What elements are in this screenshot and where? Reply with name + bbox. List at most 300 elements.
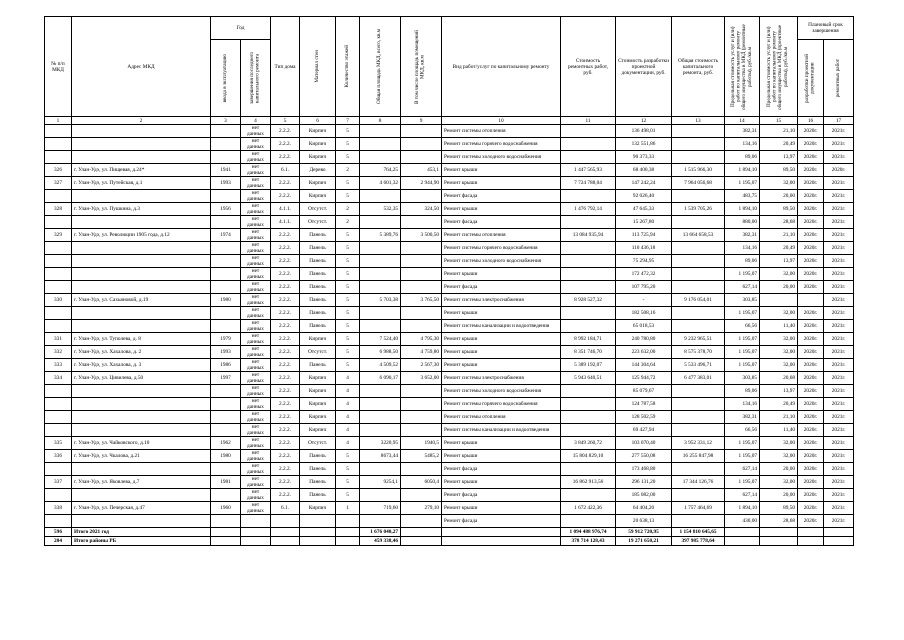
- table-cell: 21,10: [760, 125, 798, 138]
- table-cell: 327: [45, 177, 72, 190]
- table-cell: 2021г.: [824, 489, 854, 502]
- table-cell: 2020г.: [798, 372, 824, 385]
- table-cell: 2.2.2.: [271, 320, 300, 333]
- table-cell: Кирпич: [300, 372, 336, 385]
- table-cell: [360, 385, 401, 398]
- table-cell: 329: [45, 229, 72, 242]
- table-cell: [561, 424, 616, 437]
- table-cell: 2021г.: [824, 151, 854, 164]
- table-cell: Ремонт крыши: [442, 203, 561, 216]
- table-cell: [336, 528, 360, 537]
- table-cell: Итого районы РБ: [72, 537, 211, 546]
- table-cell: Панель: [300, 281, 336, 294]
- table-cell: 20,00: [760, 489, 798, 502]
- table-cell: 335: [45, 437, 72, 450]
- table-row: [45, 177, 854, 190]
- table-cell: 20,00: [760, 463, 798, 476]
- table-cell: 277 550,08: [616, 450, 672, 463]
- table-cell: 4: [336, 385, 360, 398]
- table-row: [45, 125, 854, 138]
- table-row: [45, 450, 854, 463]
- table-row: [45, 294, 854, 307]
- table-cell: 5: [336, 138, 360, 151]
- table-cell: [561, 320, 616, 333]
- table-cell: 125 944,72: [616, 372, 672, 385]
- table-cell: [672, 190, 725, 203]
- table-cell: 2.2.2.: [271, 268, 300, 281]
- table-cell: 2020г.: [798, 411, 824, 424]
- table-cell: [271, 537, 300, 546]
- table-cell: [45, 216, 72, 229]
- table-cell: [45, 307, 72, 320]
- table-cell: Ремонт системы холодного водоснабжения: [442, 151, 561, 164]
- table-cell: [401, 320, 442, 333]
- table-cell: 382,31: [725, 229, 760, 242]
- table-cell: [672, 320, 725, 333]
- table-cell: 69 427,94: [616, 424, 672, 437]
- table-cell: 303,85: [725, 372, 760, 385]
- table-cell: 7 724 788,04: [561, 177, 616, 190]
- table-cell: 3 765,50: [401, 294, 442, 307]
- table-cell: 1 676 040,27: [360, 528, 401, 537]
- table-cell: Панель: [300, 307, 336, 320]
- table-cell: 1986: [211, 359, 241, 372]
- table-cell: 2.2.2.: [271, 229, 300, 242]
- table-cell: [72, 307, 211, 320]
- table-cell: 32,00: [760, 177, 798, 190]
- table-cell: [824, 537, 854, 546]
- table-row: [45, 307, 854, 320]
- column-number: 15: [760, 117, 798, 125]
- table-cell: 66,56: [725, 424, 760, 437]
- table-cell: 1 476 792,14: [561, 203, 616, 216]
- table-cell: [401, 528, 442, 537]
- table-cell: 2: [336, 203, 360, 216]
- table-cell: 6 988,50: [360, 346, 401, 359]
- table-cell: Ремонт системы канализации и водоотведения: [442, 424, 561, 437]
- table-cell: 4.1.1.: [271, 216, 300, 229]
- table-cell: 5: [336, 476, 360, 489]
- table-cell: [561, 125, 616, 138]
- table-cell: [45, 190, 72, 203]
- table-cell: Кирпич: [300, 333, 336, 346]
- table-cell: 1 195,07: [725, 177, 760, 190]
- table-cell: 32,00: [760, 333, 798, 346]
- table-cell: 110 436,18: [616, 242, 672, 255]
- table-cell: 2020г.: [798, 190, 824, 203]
- table-cell: 2.2.2.: [271, 398, 300, 411]
- header-total-cost: Общая стоимость капитального ремонта, руб.: [672, 17, 725, 117]
- table-row: [45, 333, 854, 346]
- table-cell: 90 373,33: [616, 151, 672, 164]
- table-cell: г. Улан-Удэ, ул. Яковлева, д.7: [72, 476, 211, 489]
- table-cell: [211, 268, 241, 281]
- table-cell: 430,00: [725, 515, 760, 528]
- table-cell: 8673,44: [360, 450, 401, 463]
- table-cell: 8 992 184,71: [561, 333, 616, 346]
- table-cell: 5 389 192,07: [561, 359, 616, 372]
- table-cell: 2.2.2.: [271, 190, 300, 203]
- table-cell: 279,10: [401, 502, 442, 515]
- table-cell: 1941: [211, 164, 241, 177]
- table-cell: Кирпич: [300, 151, 336, 164]
- table-cell: 2.2.2.: [271, 359, 300, 372]
- table-cell: 147 242,24: [616, 177, 672, 190]
- table-cell: 5: [336, 242, 360, 255]
- table-cell: 5: [336, 359, 360, 372]
- table-cell: [211, 242, 241, 255]
- total-row: [45, 537, 854, 546]
- table-cell: [211, 151, 241, 164]
- column-number: 14: [725, 117, 760, 125]
- table-cell: 6 477 383,01: [672, 372, 725, 385]
- table-cell: Отсутст.: [300, 216, 336, 229]
- table-cell: нет данных: [241, 398, 271, 411]
- table-cell: нет данных: [241, 502, 271, 515]
- table-cell: 1974: [211, 229, 241, 242]
- table-cell: 378 714 128,43: [561, 537, 616, 546]
- header-design-cost: Стоимость разработки проектной документации, руб.: [616, 17, 672, 117]
- table-cell: Кирпич: [300, 177, 336, 190]
- capital-repair-table-wrap: [44, 16, 853, 546]
- table-cell: 5: [336, 229, 360, 242]
- table-cell: 627,14: [725, 463, 760, 476]
- table-cell: [561, 398, 616, 411]
- table-cell: 128 502,59: [616, 411, 672, 424]
- header-total-area: Общая площадь МКД, всего, кв.м: [360, 17, 401, 117]
- table-cell: нет данных: [241, 359, 271, 372]
- table-cell: [672, 138, 725, 151]
- table-cell: нет данных: [241, 242, 271, 255]
- table-cell: 240 780,80: [616, 333, 672, 346]
- table-cell: 136 498,01: [616, 125, 672, 138]
- table-cell: 2020г.: [798, 476, 824, 489]
- table-cell: [360, 125, 401, 138]
- table-cell: нет данных: [241, 333, 271, 346]
- table-cell: [401, 268, 442, 281]
- column-number: 16: [798, 117, 824, 125]
- table-cell: [672, 242, 725, 255]
- table-cell: [672, 281, 725, 294]
- table-cell: 1 539 705,26: [672, 203, 725, 216]
- table-cell: [72, 463, 211, 476]
- table-cell: 3 952 331,12: [672, 437, 725, 450]
- table-cell: Ремонт фасада: [442, 515, 561, 528]
- table-cell: [672, 125, 725, 138]
- table-cell: нет данных: [241, 164, 271, 177]
- table-cell: 2020г.: [798, 450, 824, 463]
- table-cell: 2021г.: [824, 346, 854, 359]
- table-cell: [360, 151, 401, 164]
- table-cell: Панель: [300, 463, 336, 476]
- table-cell: Кирпич: [300, 411, 336, 424]
- table-cell: 2.2.2.: [271, 125, 300, 138]
- table-cell: нет данных: [241, 151, 271, 164]
- table-cell: 1 894,10: [725, 502, 760, 515]
- table-cell: [672, 307, 725, 320]
- table-cell: 2.2.2.: [271, 333, 300, 346]
- table-cell: 2.2.2.: [271, 450, 300, 463]
- table-cell: Кирпич: [300, 138, 336, 151]
- table-cell: [561, 255, 616, 268]
- table-cell: 1 195,07: [725, 268, 760, 281]
- table-cell: 2021г.: [824, 307, 854, 320]
- table-cell: Ремонт фасада: [442, 190, 561, 203]
- table-cell: 2020г.: [798, 424, 824, 437]
- table-cell: [241, 528, 271, 537]
- table-cell: [561, 190, 616, 203]
- header-index: № п/п МКД: [45, 17, 72, 117]
- table-cell: 28,68: [760, 515, 798, 528]
- table-cell: 32,00: [760, 307, 798, 320]
- header-year-group: Год: [211, 17, 271, 40]
- header-last-repair-year: завершения последнего капитального ремонта: [241, 40, 271, 117]
- table-cell: [401, 515, 442, 528]
- table-cell: 1981: [211, 476, 241, 489]
- header-work-type: Вид работ/услуг по капитальному ремонту: [442, 17, 561, 117]
- table-cell: Ремонт крыши: [442, 307, 561, 320]
- table-cell: [401, 216, 442, 229]
- table-cell: [360, 398, 401, 411]
- table-cell: [561, 138, 616, 151]
- total-row: [45, 528, 854, 537]
- table-cell: 2021г.: [824, 463, 854, 476]
- table-cell: 336: [45, 450, 72, 463]
- table-cell: 9254,1: [360, 476, 401, 489]
- table-cell: 2020г.: [798, 138, 824, 151]
- header-repair-cost: Стоимость ремонтных работ, руб.: [561, 17, 616, 117]
- table-row: [45, 385, 854, 398]
- table-cell: Кирпич: [300, 190, 336, 203]
- table-cell: 2020г.: [798, 398, 824, 411]
- table-cell: [211, 489, 241, 502]
- table-cell: 596: [45, 528, 72, 537]
- table-cell: г. Улан-Удэ, ул. Революции 1905 года, д.12: [72, 229, 211, 242]
- table-cell: [672, 515, 725, 528]
- table-cell: 334: [45, 372, 72, 385]
- table-cell: г. Улан-Удэ, ул. Путейская, д.1: [72, 177, 211, 190]
- table-cell: 65 018,53: [616, 320, 672, 333]
- table-cell: [672, 411, 725, 424]
- table-cell: нет данных: [241, 216, 271, 229]
- table-cell: 382,31: [725, 125, 760, 138]
- table-cell: 124 787,58: [616, 398, 672, 411]
- table-row: [45, 489, 854, 502]
- table-cell: 719,60: [360, 502, 401, 515]
- table-cell: г. Улан-Удэ, ул. Пищевая, д.24*: [72, 164, 211, 177]
- table-cell: 2.2.2.: [271, 242, 300, 255]
- table-cell: 3220,95: [360, 437, 401, 450]
- table-cell: 2.2.2.: [271, 489, 300, 502]
- table-cell: 92 026,40: [616, 190, 672, 203]
- table-cell: [211, 528, 241, 537]
- table-cell: Ремонт системы холодного водоснабжения: [442, 255, 561, 268]
- table-cell: 2020г.: [798, 385, 824, 398]
- table-cell: 5 389,76: [360, 229, 401, 242]
- table-cell: Ремонт крыши: [442, 177, 561, 190]
- table-cell: 5: [336, 489, 360, 502]
- table-cell: 4: [336, 411, 360, 424]
- table-cell: 2021г.: [824, 450, 854, 463]
- table-cell: Кирпич: [300, 502, 336, 515]
- table-cell: 134,16: [725, 398, 760, 411]
- table-cell: 13,97: [760, 385, 798, 398]
- table-cell: 8 575 378,70: [672, 346, 725, 359]
- table-cell: 4: [336, 424, 360, 437]
- table-cell: Итого 2021 год: [72, 528, 211, 537]
- table-cell: 2020г.: [798, 151, 824, 164]
- table-cell: 2.2.2.: [271, 177, 300, 190]
- table-cell: 2021г.: [824, 424, 854, 437]
- table-cell: 2.2.2.: [271, 151, 300, 164]
- table-cell: 5: [336, 346, 360, 359]
- table-cell: 1 195,07: [725, 333, 760, 346]
- table-cell: 1 894,10: [725, 203, 760, 216]
- table-cell: [45, 255, 72, 268]
- table-cell: [561, 151, 616, 164]
- table-cell: [401, 489, 442, 502]
- table-cell: [211, 125, 241, 138]
- table-cell: [211, 463, 241, 476]
- table-cell: 2021г.: [824, 359, 854, 372]
- table-cell: Отсутст.: [300, 346, 336, 359]
- table-cell: 1980: [211, 294, 241, 307]
- table-cell: нет данных: [241, 177, 271, 190]
- table-cell: 2.2.2.: [271, 476, 300, 489]
- table-cell: Ремонт крыши: [442, 333, 561, 346]
- column-number: 12: [616, 117, 672, 125]
- table-cell: Панель: [300, 229, 336, 242]
- table-cell: г. Улан-Удэ, ул. Сахьяновой, д.19: [72, 294, 211, 307]
- table-cell: 764,25: [360, 164, 401, 177]
- table-cell: 2.2.2.: [271, 281, 300, 294]
- table-cell: нет данных: [241, 424, 271, 437]
- table-cell: Отсутст.: [300, 203, 336, 216]
- table-cell: [561, 281, 616, 294]
- table-cell: нет данных: [241, 463, 271, 476]
- table-cell: Ремонт фасада: [442, 489, 561, 502]
- table-cell: 2.2.2.: [271, 294, 300, 307]
- table-cell: 19 271 650,21: [616, 537, 672, 546]
- table-cell: 2020г.: [798, 359, 824, 372]
- table-cell: 6.1.: [271, 164, 300, 177]
- table-cell: [760, 528, 798, 537]
- column-number: 4: [241, 117, 271, 125]
- table-cell: [300, 537, 336, 546]
- table-cell: 2020г.: [798, 242, 824, 255]
- column-number: 2: [72, 117, 211, 125]
- table-cell: Ремонт системы отопления: [442, 229, 561, 242]
- table-cell: 113 725,94: [616, 229, 672, 242]
- table-row: [45, 190, 854, 203]
- table-cell: [401, 151, 442, 164]
- table-row: [45, 359, 854, 372]
- table-cell: 2021г.: [824, 281, 854, 294]
- table-cell: 331: [45, 333, 72, 346]
- column-number: 8: [360, 117, 401, 125]
- table-cell: [45, 424, 72, 437]
- table-cell: 382,31: [725, 411, 760, 424]
- table-cell: 172 472,32: [616, 268, 672, 281]
- table-cell: Панель: [300, 294, 336, 307]
- table-cell: 324,50: [401, 203, 442, 216]
- table-row: [45, 372, 854, 385]
- table-cell: 2: [336, 216, 360, 229]
- table-cell: 2020г.: [798, 437, 824, 450]
- table-cell: нет данных: [241, 346, 271, 359]
- table-cell: 1979: [211, 333, 241, 346]
- table-cell: 89,50: [760, 203, 798, 216]
- table-cell: [360, 307, 401, 320]
- table-cell: 532,35: [360, 203, 401, 216]
- table-cell: нет данных: [241, 281, 271, 294]
- table-cell: 16 862 913,56: [561, 476, 616, 489]
- table-cell: 89,50: [760, 502, 798, 515]
- table-cell: 4.1.1.: [271, 203, 300, 216]
- table-cell: 20,00: [760, 190, 798, 203]
- table-cell: 223 632,00: [616, 346, 672, 359]
- table-cell: [45, 463, 72, 476]
- table-cell: 1 154 810 645,65: [672, 528, 725, 537]
- table-cell: [45, 320, 72, 333]
- table-cell: [271, 528, 300, 537]
- table-cell: 337: [45, 476, 72, 489]
- table-cell: [798, 537, 824, 546]
- table-cell: 2020г.: [798, 229, 824, 242]
- table-cell: 89,50: [760, 164, 798, 177]
- table-cell: 4 601,32: [360, 177, 401, 190]
- table-cell: 2021г.: [824, 398, 854, 411]
- table-cell: Ремонт крыши: [442, 437, 561, 450]
- table-cell: 1 195,07: [725, 450, 760, 463]
- table-row: [45, 411, 854, 424]
- table-cell: 11,40: [760, 320, 798, 333]
- table-cell: [45, 398, 72, 411]
- table-cell: 173 468,80: [616, 463, 672, 476]
- table-cell: Ремонт системы холодного водоснабжения: [442, 385, 561, 398]
- table-cell: [211, 281, 241, 294]
- table-row: [45, 502, 854, 515]
- table-cell: 2.2.2.: [271, 138, 300, 151]
- table-cell: нет данных: [241, 476, 271, 489]
- table-row: [45, 255, 854, 268]
- table-cell: Панель: [300, 255, 336, 268]
- table-cell: [211, 138, 241, 151]
- table-cell: 4 759,80: [401, 346, 442, 359]
- table-row: [45, 320, 854, 333]
- table-cell: 2021г.: [824, 190, 854, 203]
- table-cell: [45, 138, 72, 151]
- table-cell: 59 912 720,95: [616, 528, 672, 537]
- table-cell: г. Улан-Удэ, ул. Цивилева, д.50: [72, 372, 211, 385]
- table-cell: 1 672 422,36: [561, 502, 616, 515]
- column-numbers-row: [45, 117, 854, 125]
- table-cell: 2020г.: [798, 515, 824, 528]
- table-cell: 332: [45, 346, 72, 359]
- table-cell: [211, 190, 241, 203]
- table-cell: [401, 385, 442, 398]
- table-cell: нет данных: [241, 372, 271, 385]
- table-cell: [401, 281, 442, 294]
- table-cell: 453,1: [401, 164, 442, 177]
- table-cell: 1 195,07: [725, 359, 760, 372]
- table-row: [45, 515, 854, 528]
- table-cell: нет данных: [241, 125, 271, 138]
- table-cell: [211, 216, 241, 229]
- table-cell: Ремонт крыши: [442, 502, 561, 515]
- table-cell: 2020г.: [824, 164, 854, 177]
- table-cell: 20,68: [760, 372, 798, 385]
